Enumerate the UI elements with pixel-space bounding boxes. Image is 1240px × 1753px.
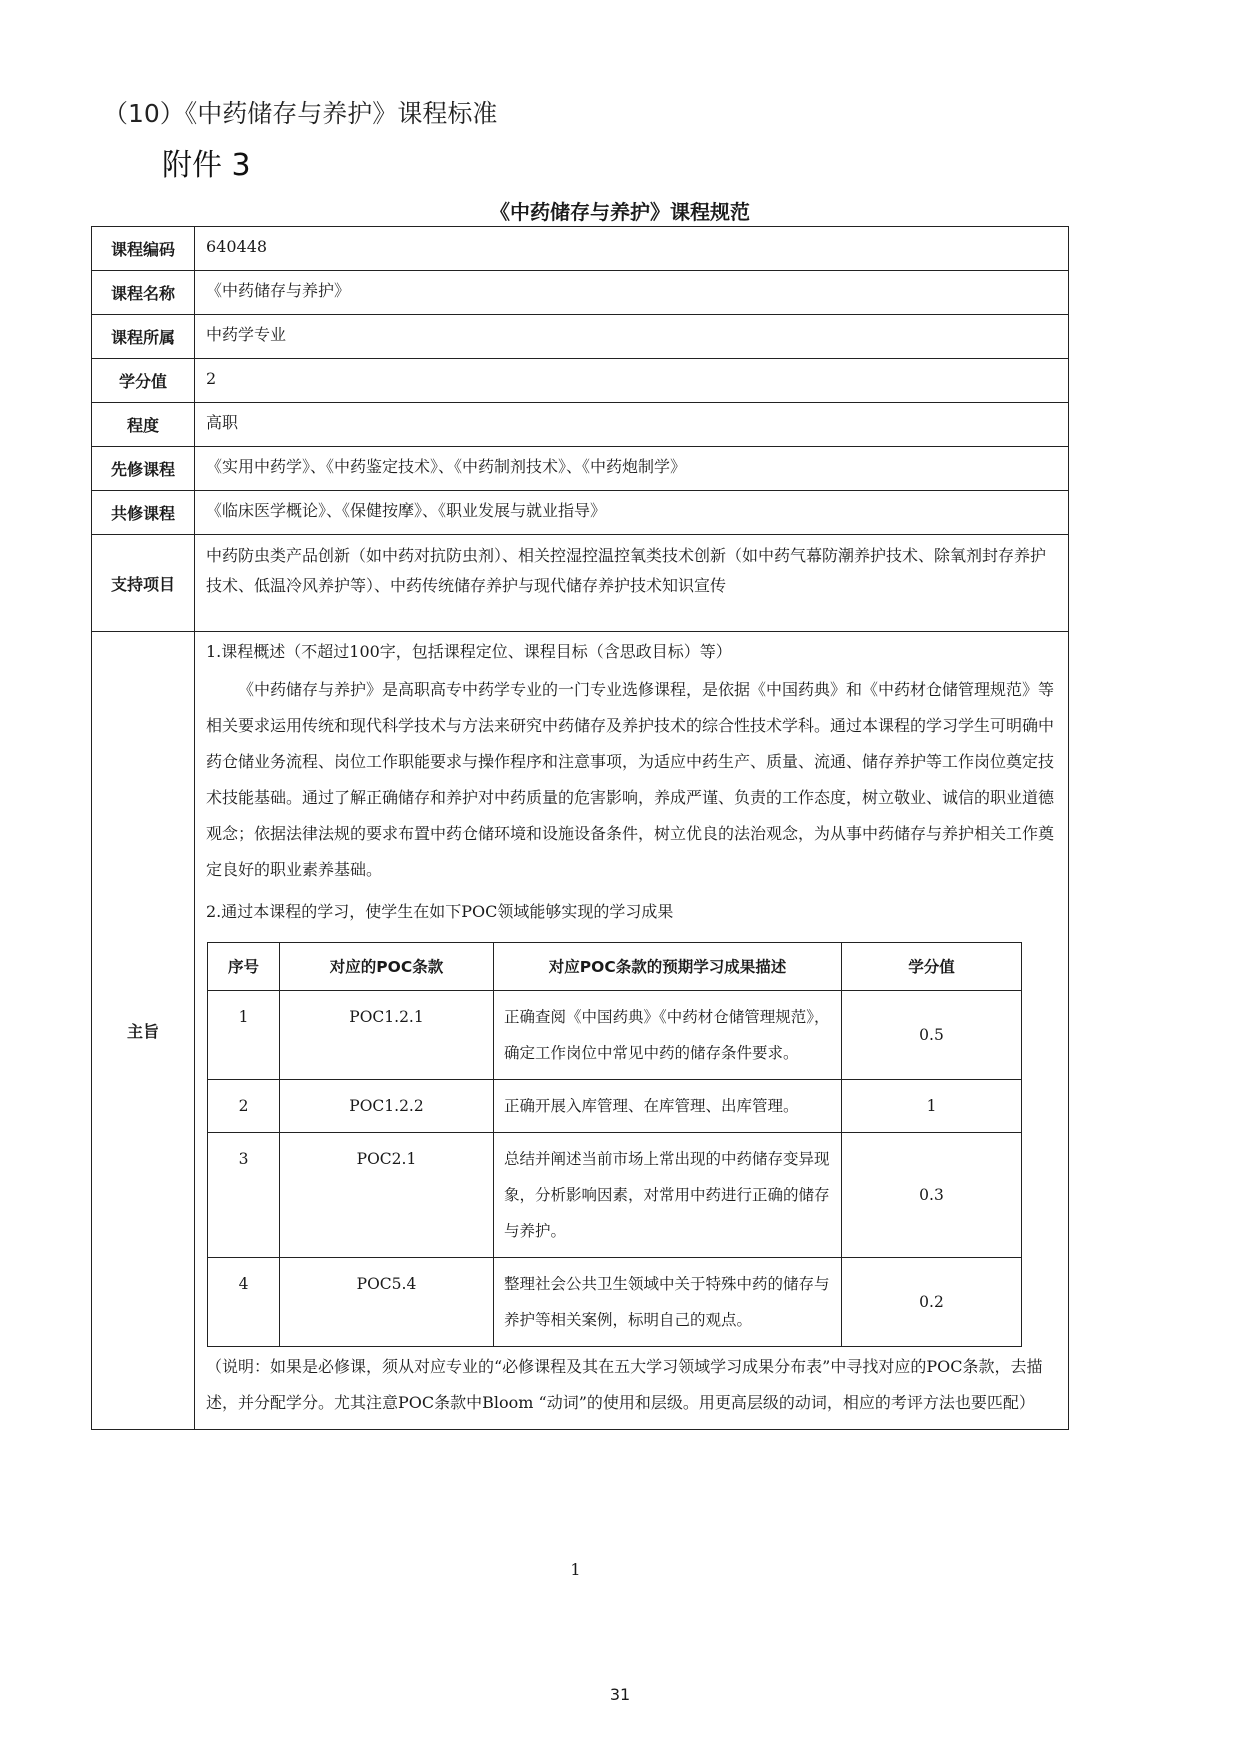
- main-purpose-content: [195, 632, 1069, 1430]
- note-text: （说明：如果是必修课，须从对应专业的“必修课程及其在五大学习领域学习成果分布表”中寻找对应的POC条款，去描述，并分配学分。尤其注意POC条款中Bloom “动词”的使用和层级。用更高层级的动词，相应的考评方法也要匹配）: [206, 1357, 1043, 1412]
- poc-credit: 0.5: [842, 991, 1022, 1080]
- label-support-projects: 支持项目: [92, 535, 195, 632]
- value-prerequisites: 《实用中药学》、《中药鉴定技术》、《中药制剂技术》、《中药炮制学》: [195, 447, 1069, 491]
- poc-header-credit: 学分值: [842, 943, 1022, 991]
- poc-credit: 0.3: [842, 1133, 1022, 1258]
- overview-text: 《中药储存与养护》是高职高专中药学专业的一门专业选修课程，是依据《中国药典》和《中药材仓储管理规范》等相关要求运用传统和现代科学技术与方法来研究中药储存及养护技术的综合性技术学科。通过本课程的学习学生可明确中药仓储业务流程、岗位工作职能要求与操作程序和注意事项，为适应中药生产、质量、流通、储存养护等工作岗位奠定技术技能基础。通过了解正确储存和养护对中药质量的危害影响，养成严谨、负责的工作态度，树立敬业、诚信的职业道德观念；依据法律法规的要求布置中药仓储环境和设施设备条件，树立优良的法治观念，为从事中药储存与养护相关工作奠定良好的职业素养基础。: [206, 680, 1055, 879]
- label-credit: 学分值: [92, 359, 195, 403]
- poc-desc: 总结并阐述当前市场上常出现的中药储存变异现象，分析影响因素，对常用中药进行正确的储存与养护。: [494, 1133, 842, 1258]
- row-support-projects: [92, 535, 1069, 632]
- row-course-affiliation: [92, 315, 1069, 359]
- poc-clause: POC1.2.1: [280, 991, 494, 1080]
- poc-header-desc: 对应POC条款的预期学习成果描述: [494, 943, 842, 991]
- value-course-code: 640448: [195, 227, 1069, 271]
- poc-no: 1: [208, 991, 280, 1080]
- poc-outcomes-table: [207, 942, 1022, 1347]
- poc-row: [208, 991, 1022, 1080]
- row-course-name: [92, 271, 1069, 315]
- label-level: 程度: [92, 403, 195, 447]
- course-spec-table: [91, 226, 1069, 1430]
- poc-desc: 正确查阅《中国药典》《中药材仓储管理规范》，确定工作岗位中常见中药的储存条件要求。: [494, 991, 842, 1080]
- attachment-label: 附件 3: [162, 148, 251, 183]
- poc-header-no: 序号: [208, 943, 280, 991]
- value-course-name: 《中药储存与养护》: [195, 271, 1069, 315]
- poc-clause: POC1.2.2: [280, 1080, 494, 1133]
- row-main-purpose: [92, 632, 1069, 1430]
- label-corequisites: 共修课程: [92, 491, 195, 535]
- poc-credit: 1: [842, 1080, 1022, 1133]
- label-course-name: 课程名称: [92, 271, 195, 315]
- poc-desc: 整理社会公共卫生领域中关于特殊中药的储存与养护等相关案例，标明自己的观点。: [494, 1258, 842, 1347]
- poc-row: [208, 1080, 1022, 1133]
- outcomes-heading: 2.通过本课程的学习，使学生在如下POC领域能够实现的学习成果: [206, 902, 674, 921]
- value-corequisites: 《临床医学概论》、《保健按摩》、《职业发展与就业指导》: [195, 491, 1069, 535]
- value-support-projects: 中药防虫类产品创新（如中药对抗防虫剂）、相关控湿控温控氧类技术创新（如中药气幕防潮养护技术、除氧剂封存养护技术、低温冷风养护等）、中药传统储存养护与现代储存养护技术知识宣传: [195, 535, 1069, 632]
- label-course-affiliation: 课程所属: [92, 315, 195, 359]
- spec-title: 《中药储存与养护》课程规范: [490, 200, 750, 224]
- section-heading: （10）《中药储存与养护》课程标准: [103, 99, 498, 128]
- row-prerequisites: [92, 447, 1069, 491]
- page-number: 31: [609, 1685, 631, 1704]
- poc-row: [208, 1133, 1022, 1258]
- overview-heading: 1.课程概述（不超过100字，包括课程定位、课程目标（含思政目标）等）: [206, 642, 732, 661]
- poc-clause: POC2.1: [280, 1133, 494, 1258]
- poc-no: 4: [208, 1258, 280, 1347]
- label-course-code: 课程编码: [92, 227, 195, 271]
- label-main-purpose: 主旨: [92, 632, 195, 1430]
- value-level: 高职: [195, 403, 1069, 447]
- poc-header-clause: 对应的POC条款: [280, 943, 494, 991]
- row-credit: [92, 359, 1069, 403]
- poc-clause: POC5.4: [280, 1258, 494, 1347]
- poc-no: 2: [208, 1080, 280, 1133]
- row-course-code: [92, 227, 1069, 271]
- poc-desc: 正确开展入库管理、在库管理、出库管理。: [494, 1080, 842, 1133]
- poc-row: [208, 1258, 1022, 1347]
- row-corequisites: [92, 491, 1069, 535]
- poc-header-row: [208, 943, 1022, 991]
- value-course-affiliation: 中药学专业: [195, 315, 1069, 359]
- poc-no: 3: [208, 1133, 280, 1258]
- value-credit: 2: [195, 359, 1069, 403]
- inner-page-number: 1: [570, 1560, 581, 1579]
- row-level: [92, 403, 1069, 447]
- poc-credit: 0.2: [842, 1258, 1022, 1347]
- label-prerequisites: 先修课程: [92, 447, 195, 491]
